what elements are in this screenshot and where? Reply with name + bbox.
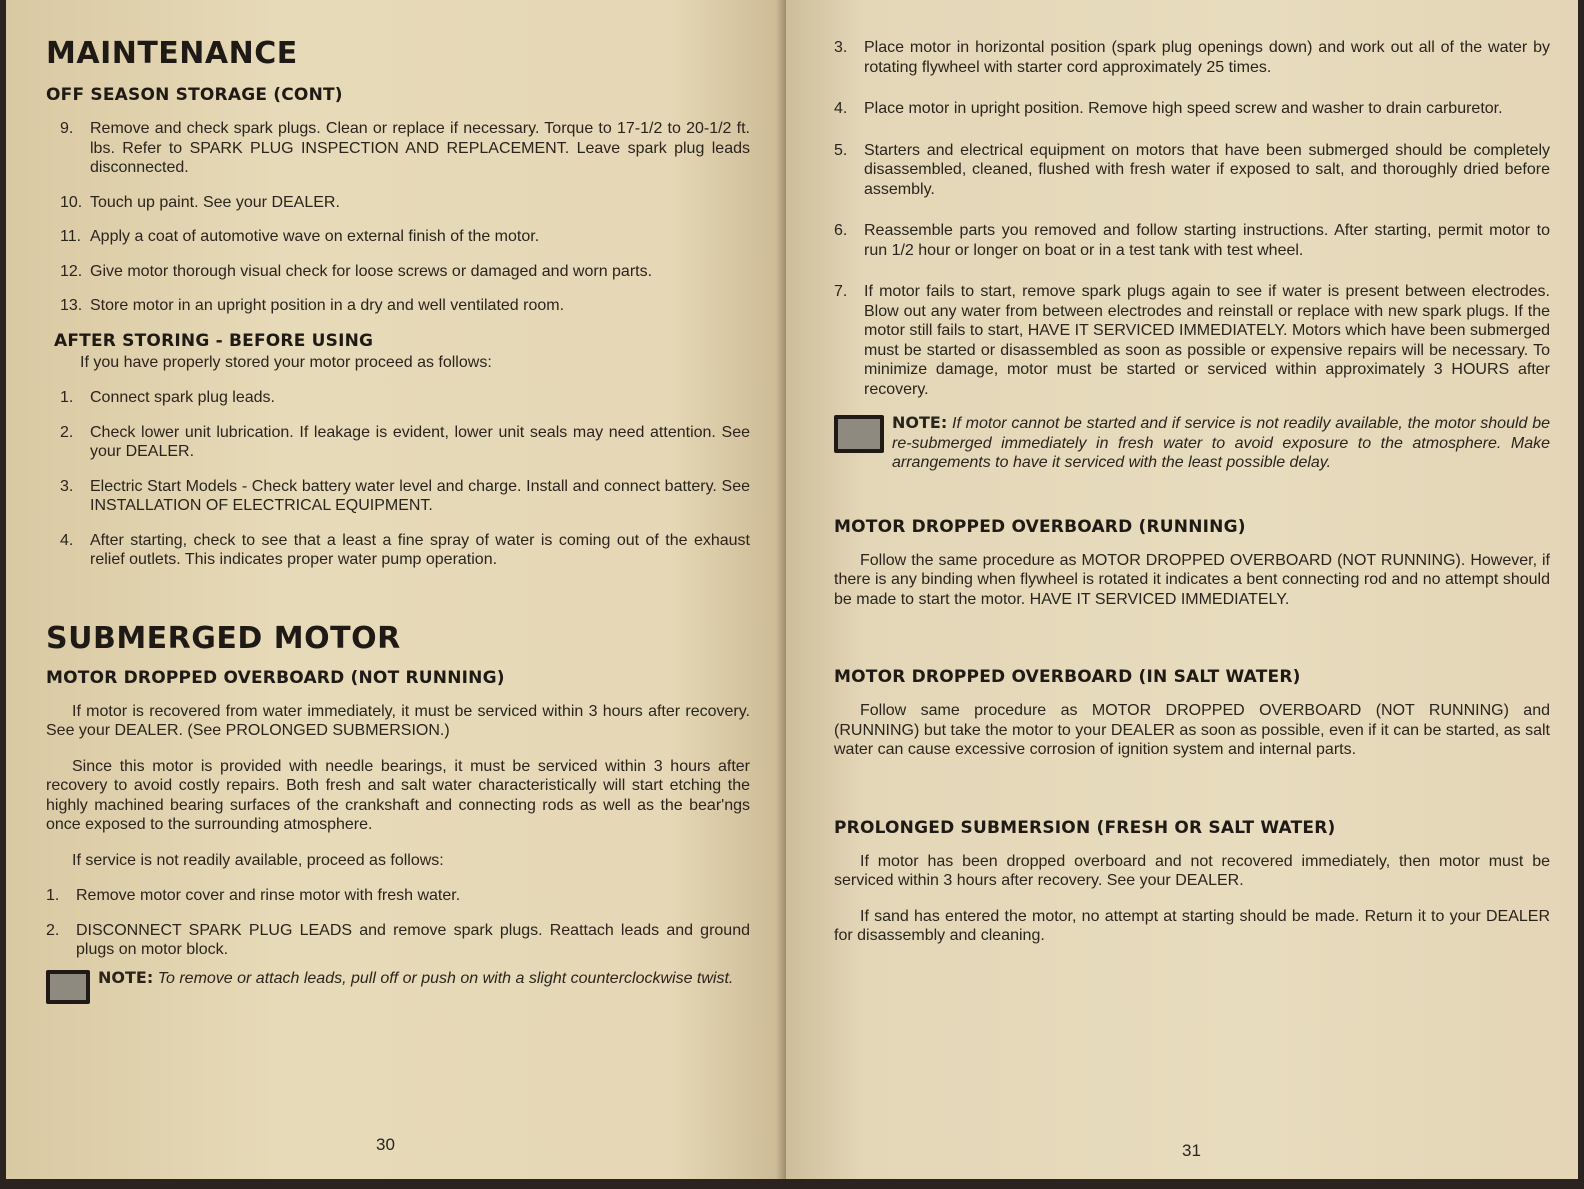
- section-heading-dropped-running: MOTOR DROPPED OVERBOARD (RUNNING): [834, 516, 1246, 537]
- paragraph: If motor is recovered from water immediately, it must be serviced within 3 hours after recovery. See your DEALER. (See PROLONGED SUBMERSION.): [46, 702, 750, 739]
- note-content: [892, 413, 1550, 473]
- paragraph: Since this motor is provided with needle bearings, it must be serviced within 3 hours after recovery to avoid costly repairs. Both fresh and salt water characteristically will start etching the highly machined bearing surfaces of the crankshaft and connecting rods as well as the bear'ngs once exposed to the surrounding atmosphere.: [46, 757, 750, 833]
- paragraph: If sand has entered the motor, no attempt at starting should be made. Return it to your DEALER for disassembly and cleaning.: [834, 907, 1550, 944]
- recovery-steps-list: [834, 38, 1550, 399]
- page-title-maintenance: MAINTENANCE: [46, 36, 298, 71]
- item-text: Reassemble parts you removed and follow starting instructions. After starting, permit motor to run 1/2 hour or longer on boat or in a test tank with test wheel.: [864, 222, 1550, 259]
- item-number: 11.: [60, 228, 82, 245]
- item-number: 13.: [60, 297, 83, 314]
- note-text: To remove or attach leads, pull off or push on with a slight counterclockwise twist.: [157, 969, 734, 987]
- list-item: [834, 38, 1550, 77]
- list-item: [60, 119, 750, 178]
- list-item: [834, 282, 1550, 399]
- note-icon: [46, 970, 90, 1004]
- note-content: [98, 968, 733, 989]
- right-page: [786, 0, 1578, 1179]
- list-item: [60, 296, 750, 316]
- item-number: 7.: [834, 283, 848, 300]
- item-text: Place motor in horizontal position (spark plug openings down) and work out all of the water by rotating flywheel with starter cord approximately 25 times.: [864, 39, 1550, 76]
- item-number: 10.: [60, 193, 83, 211]
- item-text: Check lower unit lubrication. If leakage is evident, lower unit seals may need attention. See your DEALER.: [90, 423, 750, 460]
- item-number: 4.: [60, 531, 74, 549]
- list-item: [60, 423, 750, 462]
- item-text: Starters and electrical equipment on motors that have been submerged should be completely disassembled, cleaned, flushed with fresh water if exposed to salt, and thoroughly dried before assembly.: [864, 141, 1550, 198]
- section-heading-salt-water: MOTOR DROPPED OVERBOARD (IN SALT WATER): [834, 667, 1301, 687]
- item-number: 3.: [60, 477, 74, 495]
- list-item: [60, 477, 750, 516]
- list-item: [60, 262, 750, 282]
- page-title-submerged-motor: SUBMERGED MOTOR: [46, 620, 401, 656]
- note-box: [46, 968, 750, 1004]
- list-item: [834, 141, 1550, 200]
- item-text: Remove motor cover and rinse motor with fresh water.: [76, 887, 461, 904]
- list-item: [60, 531, 750, 570]
- item-number: 2.: [60, 423, 74, 441]
- section-heading-dropped-not-running: MOTOR DROPPED OVERBOARD (NOT RUNNING): [46, 667, 505, 688]
- item-number: 1.: [60, 389, 74, 406]
- item-text: Electric Start Models - Check battery water level and charge. Install and connect battery. See INSTALLATION OF ELECTRICAL EQUIPMENT.: [90, 477, 750, 514]
- list-item: [46, 886, 750, 906]
- note-text: If motor cannot be started and if service is not readily available, the motor should be re-submerged immediately in fresh water to avoid exposure to the atmosphere. Make arrangements to have it serviced with the least possible delay.: [892, 415, 1550, 471]
- after-storing-intro: If you have properly stored your motor proceed as follows:: [80, 353, 492, 371]
- paragraph: Follow the same procedure as MOTOR DROPPED OVERBOARD (NOT RUNNING). However, if there is any binding when flywheel is rotated it indicates a bent connecting rod and no attempt should be made to start the motor. HAVE IT SERVICED IMMEDIATELY.: [834, 551, 1550, 608]
- note-box: [834, 413, 1550, 473]
- after-storing-list: [46, 388, 750, 570]
- paragraph: If motor has been dropped overboard and not recovered immediately, then motor must be serviced within 3 hours after recovery. See your DEALER.: [834, 852, 1550, 889]
- item-number: 9.: [60, 120, 74, 137]
- note-label: NOTE:: [892, 413, 948, 432]
- item-number: 6.: [834, 222, 848, 239]
- item-number: 12.: [60, 262, 83, 280]
- item-text: Store motor in an upright position in a dry and well ventilated room.: [90, 297, 565, 314]
- page-number: 30: [376, 1135, 395, 1154]
- storage-steps-list: [46, 119, 750, 316]
- item-text: After starting, check to see that a least a fine spray of water is coming out of the exhaust relief outlets. This indicates proper water pump operation.: [90, 531, 750, 568]
- item-number: 1.: [46, 887, 60, 904]
- left-page: [6, 0, 786, 1179]
- item-number: 5.: [834, 141, 848, 159]
- list-item: [60, 388, 750, 408]
- section-heading-off-season-storage: OFF SEASON STORAGE (CONT): [46, 85, 343, 105]
- note-label: NOTE:: [98, 967, 154, 987]
- note-icon: [834, 415, 884, 453]
- item-number: 2.: [46, 921, 60, 939]
- item-number: 3.: [834, 39, 848, 56]
- page-number: 31: [1182, 1141, 1201, 1160]
- item-text: Place motor in upright position. Remove high speed screw and washer to drain carburetor.: [864, 100, 1503, 117]
- item-text: DISCONNECT SPARK PLUG LEADS and remove spark plugs. Reattach leads and ground plugs on motor block.: [76, 921, 750, 958]
- list-item: [60, 227, 750, 247]
- section-heading-prolonged-submersion: PROLONGED SUBMERSION (FRESH OR SALT WATER): [834, 817, 1336, 838]
- paragraph: If service is not readily available, proceed as follows:: [72, 851, 444, 869]
- list-item: [60, 193, 750, 213]
- item-text: Touch up paint. See your DEALER.: [90, 193, 340, 211]
- item-text: Apply a coat of automotive wave on external finish of the motor.: [90, 228, 540, 245]
- list-item: [46, 921, 750, 960]
- not-running-steps-list: [46, 886, 750, 960]
- item-number: 4.: [834, 100, 848, 117]
- item-text: Give motor thorough visual check for loose screws or damaged and worn parts.: [90, 262, 653, 280]
- section-heading-after-storing: AFTER STORING - BEFORE USING: [54, 330, 374, 351]
- item-text: Connect spark plug leads.: [90, 389, 275, 406]
- list-item: [834, 221, 1550, 260]
- item-text: If motor fails to start, remove spark plugs again to see if water is present between electrodes. Blow out any water from between electrodes and reinstall or replace with new spark plugs. If the motor still fails to start, HAVE IT SERVICED IMMEDIATELY. Motors which have been submerged must be started or disassembled as soon as possible or expensive repairs will be necessary. To minimize damage, motor must be started or serviced within approximately 3 HOURS after recovery.: [864, 283, 1550, 398]
- item-text: Remove and check spark plugs. Clean or replace if necessary. Torque to 17-1/2 to 20-1/2 ft. lbs. Refer to SPARK PLUG INSPECTION AND REPLACEMENT. Leave spark plug leads disconnected.: [90, 120, 750, 176]
- paragraph: Follow same procedure as MOTOR DROPPED OVERBOARD (NOT RUNNING) and (RUNNING) but take the motor to your DEALER as soon as possible, even if it can be started, as salt water can cause excessive corrosion of ignition system and internal parts.: [834, 702, 1550, 758]
- list-item: [834, 99, 1550, 119]
